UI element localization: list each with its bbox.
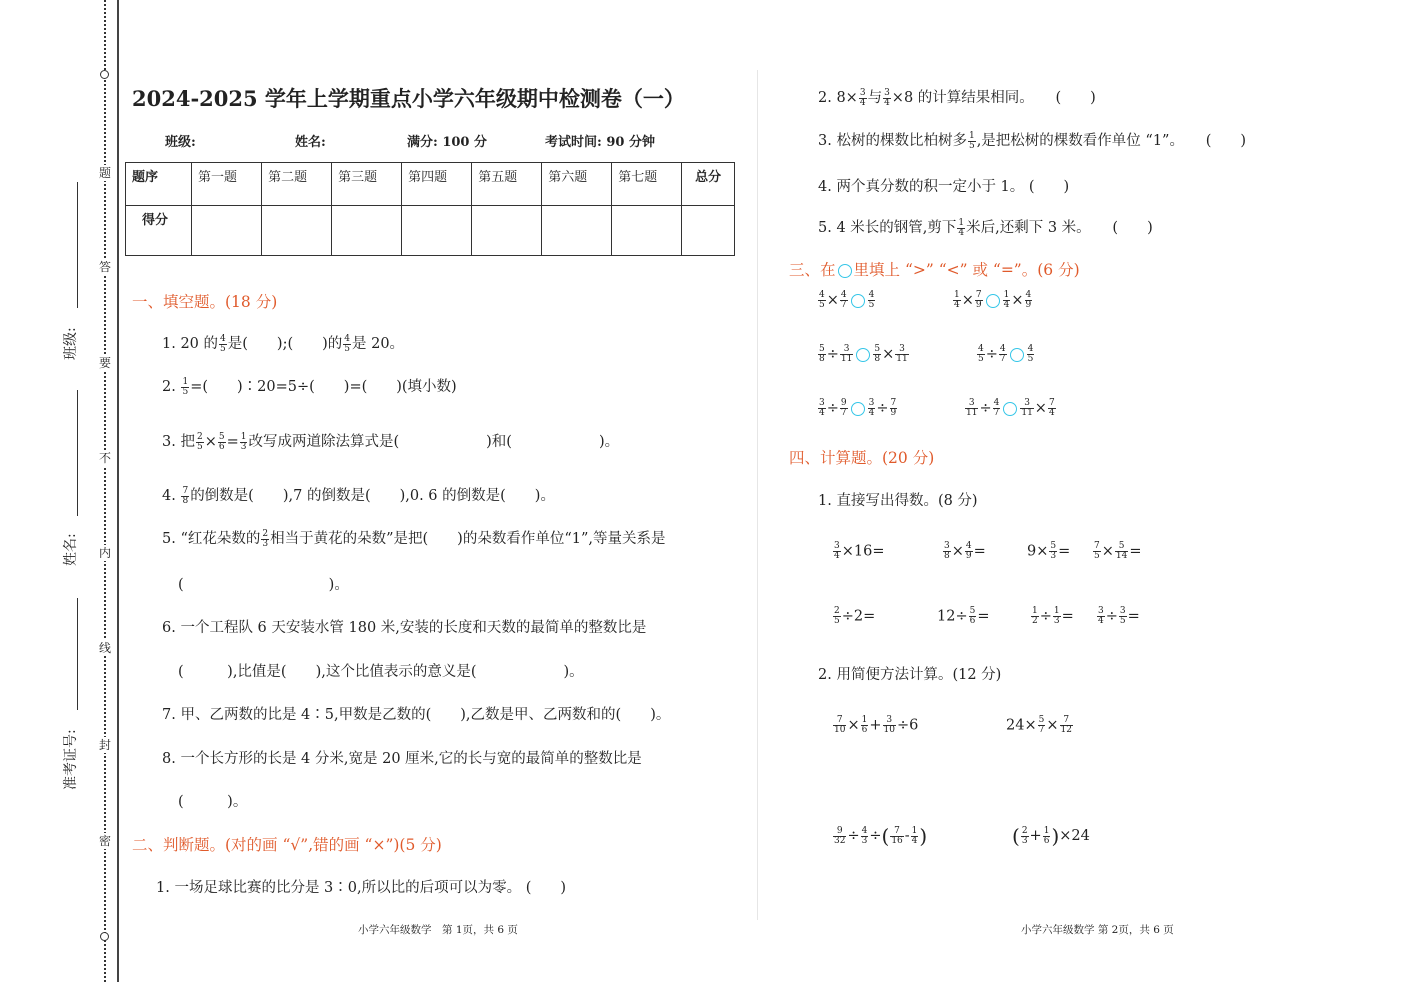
s4-sub1: 1. 直接写出得数。(8 分) xyxy=(818,493,978,509)
s2-q4: 4. 两个真分数的积一定小于 1。 ( ) xyxy=(818,179,1070,195)
s2-q5: 5. 4 米长的钢管,剪下 $\frac{1}{4}$ 米后,还剩下 3 米。 ( ) xyxy=(818,217,1153,238)
binding-circle-bottom xyxy=(100,932,109,941)
fraction: $\frac{1}{5}$ xyxy=(182,376,189,397)
s4-calc-1: $\frac{3}{4}$ ×16= xyxy=(834,541,885,561)
section4-heading: 四、计算题。(20 分) xyxy=(789,449,935,467)
s3-item-5: $\frac{3}{4}$ ÷ $\frac{9}{7}$ $\frac{3}{4}$ ÷ $\frac{7}{9}$ xyxy=(819,398,897,418)
binding-char: 不 xyxy=(99,451,112,465)
exam-time: 考试时间: 90 分钟 xyxy=(545,135,655,150)
fraction: $\frac{1}{4}$ xyxy=(958,217,965,238)
s1-q4: 4. $\frac{7}{8}$ 的倒数是( ),7 的倒数是( ),0. 6 的倒数是( )。 xyxy=(162,485,555,506)
binding-solid-line xyxy=(117,0,119,982)
section2-heading: 二、判断题。(对的画 “√”,错的画 “×”)(5 分) xyxy=(132,836,442,854)
fraction: $\frac{7}{8}$ xyxy=(182,485,189,506)
fraction: $\frac{5}{6}$ xyxy=(218,431,225,452)
binding-id-label: 准考证号: xyxy=(63,729,79,790)
fraction: $\frac{2}{3}$ xyxy=(262,528,269,549)
score-header: 题序 xyxy=(126,163,192,206)
s4-calc-2: $\frac{3}{8}$ × $\frac{4}{9}$ = xyxy=(944,541,986,561)
s3-item-2: $\frac{1}{4}$ × $\frac{7}{9}$ $\frac{1}{4}$ × $\frac{4}{9}$ xyxy=(954,290,1032,310)
full-score: 满分: 100 分 xyxy=(407,135,487,150)
s3-item-6: $\frac{3}{11}$ ÷ $\frac{4}{7}$ $\frac{3}{11}$ × $\frac{7}{4}$ xyxy=(966,398,1055,418)
s1-q6: 6. 一个工程队 6 天安装水管 180 米,安装的长度和天数的最简单的整数比是 xyxy=(162,620,647,636)
compare-circle[interactable] xyxy=(851,402,865,416)
score-cell[interactable] xyxy=(192,206,262,256)
binding-char: 线 xyxy=(99,641,112,655)
score-header: 第五题 xyxy=(472,163,542,206)
binding-name-label: 姓名: xyxy=(63,533,79,566)
score-table xyxy=(125,162,735,256)
fraction: $\frac{4}{5}$ xyxy=(344,333,350,354)
s4-calc-7: $\frac{1}{2}$ ÷ $\frac{1}{3}$ = xyxy=(1032,606,1074,626)
class-label: 班级: xyxy=(165,135,196,150)
compare-circle[interactable] xyxy=(856,348,870,362)
score-header: 第四题 xyxy=(402,163,472,206)
s2-q3: 3. 松树的棵数比柏树多 $\frac{1}{5}$ ,是把松树的棵数看作单位 “1”。 ( ) xyxy=(818,130,1247,151)
binding-char: 封 xyxy=(99,738,112,752)
binding-char: 题 xyxy=(99,166,112,180)
s3-item-4: $\frac{4}{5}$ ÷ $\frac{4}{7}$ $\frac{4}{5}$ xyxy=(978,344,1034,364)
footer-left: 小学六年级数学 第 1页，共 6 页 xyxy=(358,924,518,936)
s3-item-1: $\frac{4}{5}$ × $\frac{4}{7}$ $\frac{4}{5}$ xyxy=(819,290,875,310)
score-cell[interactable] xyxy=(472,206,542,256)
fraction: $\frac{1}{5}$ xyxy=(968,130,975,151)
s2-q1: 1. 一场足球比赛的比分是 3∶0,所以比的后项可以为零。 ( ) xyxy=(156,880,567,896)
binding-char: 答 xyxy=(99,260,112,274)
s1-q7: 7. 甲、乙两数的比是 4∶5,甲数是乙数的( ),乙数是甲、乙两数和的( )。 xyxy=(162,707,671,723)
s4-calc-4: $\frac{7}{5}$ × $\frac{5}{14}$ = xyxy=(1094,541,1142,561)
compare-circle[interactable] xyxy=(1010,348,1024,362)
binding-class-label: 班级: xyxy=(63,327,79,360)
fraction: $\frac{2}{5}$ xyxy=(196,431,203,452)
score-cell[interactable] xyxy=(682,206,735,256)
binding-char: 要 xyxy=(99,356,112,370)
s4-sub2: 2. 用简便方法计算。(12 分) xyxy=(818,667,1002,683)
score-header: 总分 xyxy=(682,163,735,206)
score-cell[interactable] xyxy=(542,206,612,256)
s1-q5-line2: ( )。 xyxy=(178,577,349,593)
fraction: $\frac{3}{4}$ xyxy=(884,87,890,108)
score-cell[interactable] xyxy=(332,206,402,256)
page-divider xyxy=(757,70,758,920)
name-label: 姓名: xyxy=(295,135,326,150)
s4-simple-3: $\frac{9}{32}$ ÷ $\frac{4}{3}$ ÷( $\frac{7}{16}$ - $\frac{1}{4}$ ) xyxy=(834,824,928,848)
s1-q1: 1. 20 的 $\frac{4}{5}$ 是( );( )的 $\frac{4}{5}$ 是 20。 xyxy=(162,333,405,354)
binding-char: 内 xyxy=(99,546,112,560)
section3-heading: 三、在 里填上 “>” “<” 或 “=”。(6 分) xyxy=(789,261,1080,279)
s1-q5: 5. “红花朵数的 $\frac{2}{3}$ 相当于黄花的朵数”是把( )的朵数看作单位“1”,等量关系是 xyxy=(162,528,666,549)
class-line[interactable] xyxy=(77,182,78,308)
compare-circle-icon xyxy=(838,264,852,278)
id-line[interactable] xyxy=(77,598,78,710)
score-header: 第三题 xyxy=(332,163,402,206)
fraction: $\frac{4}{5}$ xyxy=(220,333,226,354)
s4-simple-2: 24× $\frac{5}{7}$ × $\frac{7}{12}$ xyxy=(1006,715,1072,735)
s4-calc-3: 9× $\frac{5}{3}$ = xyxy=(1027,541,1071,561)
s4-calc-6: 12÷ $\frac{5}{6}$ = xyxy=(937,606,990,626)
score-header: 第二题 xyxy=(262,163,332,206)
score-cell[interactable] xyxy=(402,206,472,256)
s4-simple-4: ( $\frac{2}{3}$ + $\frac{1}{6}$ )×24 xyxy=(1012,824,1090,848)
s1-q8: 8. 一个长方形的长是 4 分米,宽是 20 厘米,它的长与宽的最简单的整数比是 xyxy=(162,751,642,767)
s1-q3: 3. 把 $\frac{2}{5}$ × $\frac{5}{6}$ = $\frac{1}{3}$ 改写成两道除法算式是( )和( )。 xyxy=(162,431,620,452)
score-header: 第七题 xyxy=(612,163,682,206)
compare-circle[interactable] xyxy=(986,294,1000,308)
fraction: $\frac{1}{3}$ xyxy=(240,431,247,452)
s1-q2: 2. $\frac{1}{5}$ =( )∶20=5÷( )=( )(填小数) xyxy=(162,376,457,397)
name-line[interactable] xyxy=(77,390,78,516)
compare-circle[interactable] xyxy=(1003,402,1017,416)
score-cell[interactable] xyxy=(262,206,332,256)
section1-heading: 一、填空题。(18 分) xyxy=(132,293,278,311)
s4-simple-1: $\frac{7}{10}$ × $\frac{1}{6}$ + $\frac{3}{10}$ ÷6 xyxy=(834,715,919,735)
s3-item-3: $\frac{5}{8}$ ÷ $\frac{3}{11}$ $\frac{5}{8}$ × $\frac{3}{11}$ xyxy=(819,344,908,364)
fraction: $\frac{3}{4}$ xyxy=(859,87,866,108)
score-header: 第六题 xyxy=(542,163,612,206)
compare-circle[interactable] xyxy=(851,294,865,308)
s2-q2: 2. 8× $\frac{3}{4}$ 与 $\frac{3}{4}$ ×8 的计算结果相同。 ( ) xyxy=(818,87,1096,108)
s4-calc-5: $\frac{2}{5}$ ÷2= xyxy=(834,606,876,626)
s1-q8-line2: ( )。 xyxy=(178,794,248,810)
score-cell[interactable] xyxy=(612,206,682,256)
score-header: 第一题 xyxy=(192,163,262,206)
score-row-label: 得分 xyxy=(126,206,192,256)
s4-calc-8: $\frac{3}{4}$ ÷ $\frac{3}{5}$ = xyxy=(1098,606,1140,626)
footer-right: 小学六年级数学 第 2页，共 6 页 xyxy=(1021,924,1174,936)
exam-title: 2024-2025 学年上学期重点小学六年级期中检测卷（一） xyxy=(132,86,685,111)
binding-circle-top xyxy=(100,70,109,79)
binding-char: 密 xyxy=(99,834,112,848)
s1-q6-line2: ( ),比值是( ),这个比值表示的意义是( )。 xyxy=(178,664,584,680)
